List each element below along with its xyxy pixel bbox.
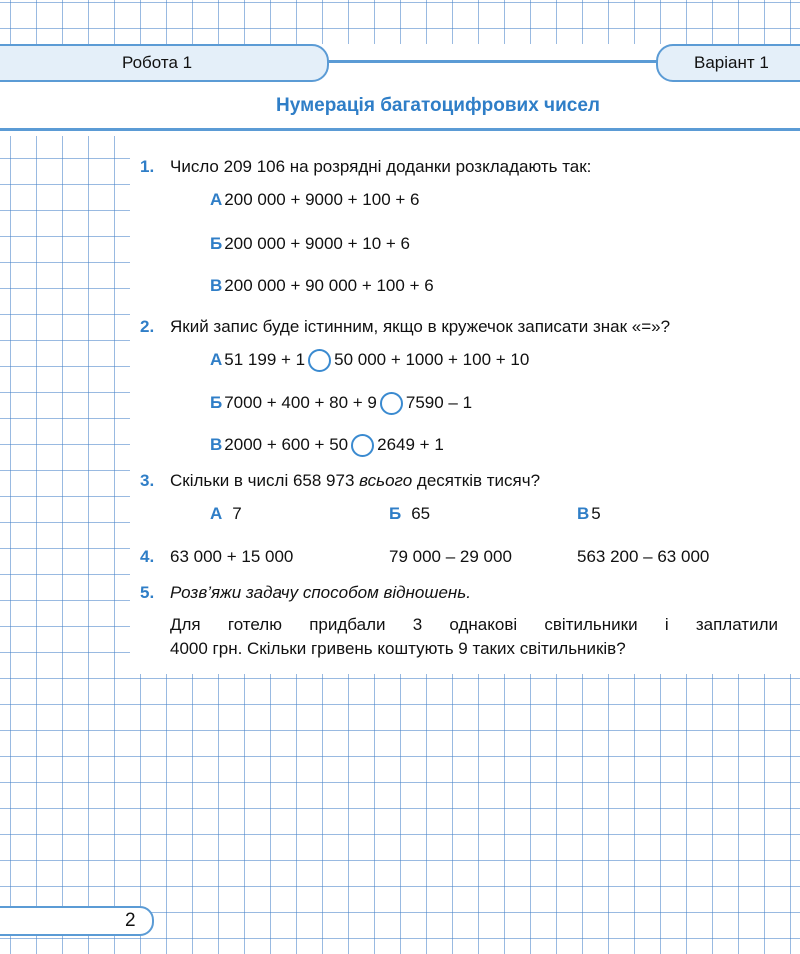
question-4-expression-2: 79 000 – 29 000: [389, 547, 512, 566]
option-text: 5: [591, 504, 601, 523]
question-5-line-1: Для готелю придбали 3 однакові світильники і заплатили: [170, 615, 778, 634]
option-text: 200 000 + 90 000 + 100 + 6: [224, 276, 434, 295]
option-letter: В: [210, 434, 223, 454]
topic-title: Нумерація багатоцифрових чисел: [276, 95, 600, 116]
question-5-line-2: 4000 грн. Скільки гривень коштують 9 таких світильників?: [170, 639, 626, 658]
question-1-text: Число 209 106 на розрядні доданки розкладають так:: [170, 157, 592, 176]
answer-circle[interactable]: [351, 434, 374, 457]
option-left: 51 199 + 1: [224, 349, 306, 369]
page-number-badge: [0, 906, 154, 936]
option-letter: Б: [389, 504, 402, 523]
option-letter: А: [210, 504, 223, 523]
question-5-number: 5.: [140, 583, 155, 602]
question-1-option-c: [210, 276, 434, 296]
question-5-instruction: Розв’яжи задачу способом відношень.: [170, 583, 471, 602]
question-1-option-a: [210, 190, 420, 210]
question-2-number: 2.: [140, 317, 155, 336]
question-4-expression-1: 63 000 + 15 000: [170, 547, 294, 566]
question-4-number: 4.: [140, 547, 155, 566]
option-left: 7000 + 400 + 80 + 9: [224, 392, 377, 412]
option-text: 200 000 + 9000 + 10 + 6: [224, 234, 410, 253]
option-letter: А: [210, 349, 223, 369]
question-2-option-c: [210, 434, 444, 457]
option-letter: Б: [210, 392, 223, 412]
work-label: Робота 1: [122, 53, 193, 72]
option-letter: Б: [210, 234, 223, 253]
variant-label-pill: [656, 44, 800, 82]
option-text: 200 000 + 9000 + 100 + 6: [224, 190, 420, 209]
variant-label: Варіант 1: [694, 53, 769, 72]
question-1-number: 1.: [140, 157, 155, 176]
question-3-text-end: десятків тисяч?: [412, 471, 541, 490]
option-letter: А: [210, 190, 223, 209]
title-rule: [0, 128, 800, 131]
question-3-text-start: Скільки в числі 658 973: [170, 471, 360, 490]
option-right: 50 000 + 1000 + 100 + 10: [334, 349, 530, 369]
option-text: 7: [232, 504, 242, 523]
question-4-expression-3: 563 200 – 63 000: [577, 547, 710, 566]
question-2-text: Який запис буде істинним, якщо в кружечок записати знак «=»?: [170, 317, 671, 336]
option-right: 7590 – 1: [405, 392, 473, 412]
option-letter: В: [577, 504, 590, 523]
question-3-option-c: [577, 504, 601, 524]
answer-circle[interactable]: [308, 349, 331, 372]
question-3-option-a: [210, 504, 242, 524]
answer-circle[interactable]: [380, 392, 403, 415]
work-label-pill: [0, 44, 329, 82]
question-2-option-a: [210, 349, 529, 372]
option-right: 2649 + 1: [377, 434, 444, 454]
option-letter: В: [210, 276, 223, 295]
page-number: 2: [125, 910, 136, 931]
question-2-option-b: [210, 392, 472, 415]
question-3-number: 3.: [140, 471, 155, 490]
question-3-text: [170, 471, 540, 491]
option-text: 65: [411, 504, 431, 523]
question-3-option-b: [389, 504, 430, 524]
question-3-text-italic: всього: [359, 471, 413, 490]
question-1-option-b: [210, 234, 410, 254]
option-left: 2000 + 600 + 50: [224, 434, 349, 454]
